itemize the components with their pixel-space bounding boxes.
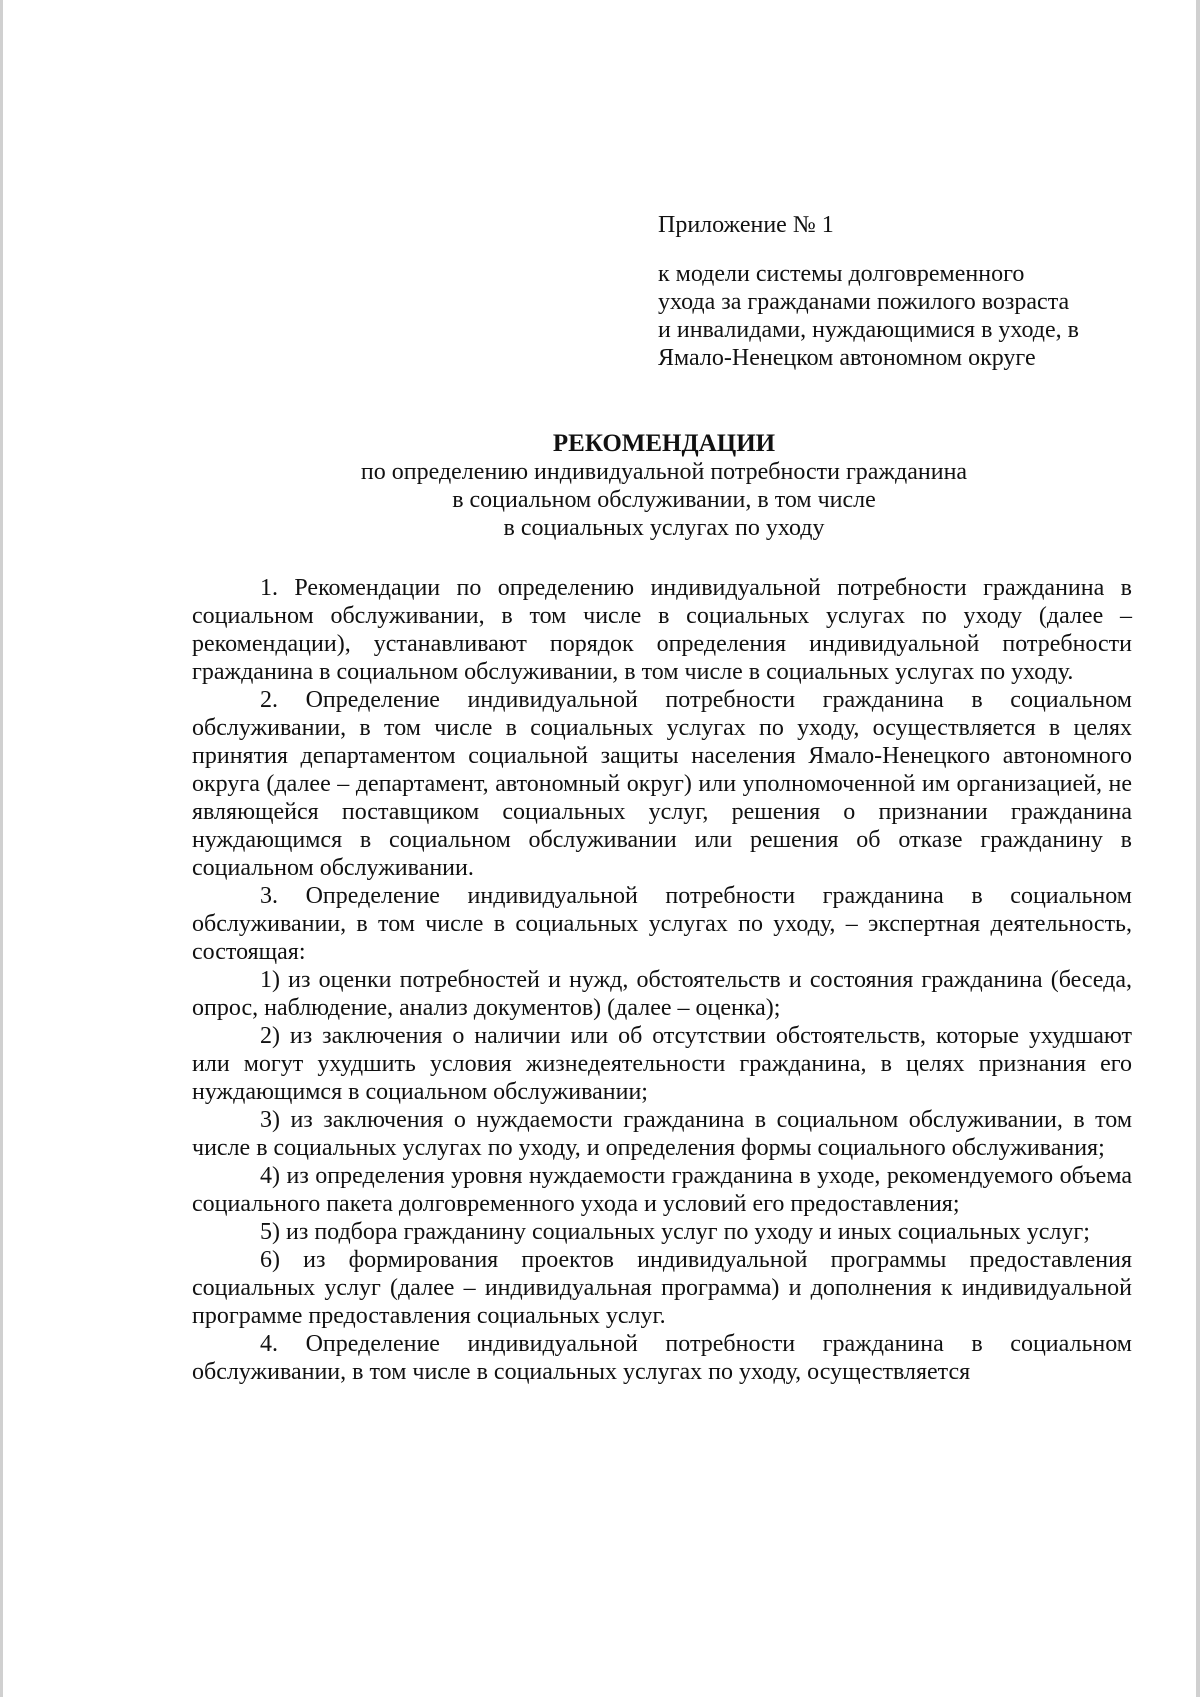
document-subtitle-line: в социальном обслуживании, в том числе	[452, 487, 876, 513]
paragraph-2: 2. Определение индивидуальной потребности гражданина в социальном обслуживании, в том числе в социальных услугах по уходу, осуществляется в целях принятия департаментом социальной защиты населения Ямало-Ненецкого автономного округа (далее – департамент, автономный округ) или уполномоченной им организацией, не являющейся поставщиком социальных услуг, решения о признании гражданина нуждающимся в социальном обслуживании или решения об отказе гражданину в социальном обслуживании.	[192, 687, 1132, 881]
appendix-line: к модели системы долговременного	[658, 261, 1025, 287]
document-title: РЕКОМЕНДАЦИИ	[552, 430, 776, 457]
paragraph-3-item-3: 3) из заключения о нуждаемости гражданина в социальном обслуживании, в том числе в социальных услугах по уходу, и определения формы социального обслуживания;	[192, 1107, 1132, 1161]
appendix-block	[658, 211, 1128, 372]
document-subtitle-line: в социальных услугах по уходу	[503, 515, 825, 541]
paragraph-3: 3. Определение индивидуальной потребности гражданина в социальном обслуживании, в том числе в социальных услугах по уходу, – экспертная деятельность, состоящая:	[192, 883, 1132, 965]
paragraph-3-item-5: 5) из подбора гражданину социальных услуг по уходу и иных социальных услуг;	[260, 1219, 1090, 1245]
appendix-line: ухода за гражданами пожилого возраста	[658, 289, 1070, 315]
paragraph-3-item-4: 4) из определения уровня нуждаемости гражданина в уходе, рекомендуемого объема социального пакета долговременного ухода и условий его предоставления;	[192, 1163, 1132, 1217]
paragraph-3-item-2: 2) из заключения о наличии или об отсутствии обстоятельств, которые ухудшают или могут ухудшить условия жизнедеятельности гражданина, в целях признания его нуждающимся в социальном обслуживании;	[192, 1023, 1132, 1105]
paragraph-1: 1. Рекомендации по определению индивидуальной потребности гражданина в социальном обслуживании, в том числе в социальных услугах по уходу (далее – рекомендации), устанавливают порядок определения индивидуальной потребности гражданина в социальном обслуживании, в том числе в социальных услугах по уходу.	[192, 575, 1132, 685]
appendix-line: Ямало-Ненецком автономном округе	[658, 345, 1036, 371]
appendix-line: и инвалидами, нуждающимися в уходе, в	[658, 317, 1079, 343]
appendix-number: Приложение № 1	[658, 212, 834, 238]
document-subtitle-line: по определению индивидуальной потребности гражданина	[360, 459, 968, 485]
document-heading	[192, 430, 1136, 542]
paragraph-4: 4. Определение индивидуальной потребности гражданина в социальном обслуживании, в том числе в социальных услугах по уходу, осуществляется	[192, 1331, 1132, 1385]
paragraph-3-item-6: 6) из формирования проектов индивидуальной программы предоставления социальных услуг (далее – индивидуальная программа) и дополнения к индивидуальной программе предоставления социальных услуг.	[192, 1247, 1132, 1329]
document-page	[3, 0, 1196, 1697]
paragraph-3-item-1: 1) из оценки потребностей и нужд, обстоятельств и состояния гражданина (беседа, опрос, наблюдение, анализ документов) (далее – оценка);	[192, 967, 1132, 1021]
document-body	[192, 574, 1132, 1386]
